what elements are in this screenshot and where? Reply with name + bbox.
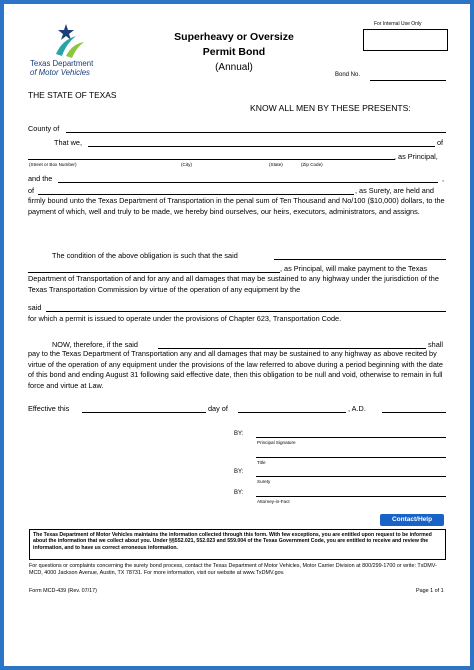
by-label-1: BY:: [234, 431, 244, 437]
form-page: [4, 4, 470, 666]
condition-principal-field-2[interactable]: [28, 272, 280, 273]
that-we-label: That we,: [54, 138, 82, 147]
comma-label: ,: [442, 174, 445, 183]
internal-use-label: For Internal Use Only: [374, 21, 422, 27]
privacy-notice: The Texas Department of Motor Vehicles maintains the information collected through this form. With few exceptions, you are entitled upon request to be informed about the information that we collect about you. Under §§552.021, 552.023 and 559.004 of the Texas Government Code, you are entitled to receive and review the information, and to have us correct erroneous information.: [29, 529, 446, 560]
form-subtitle: (Annual): [215, 62, 253, 73]
condition-body: Department of Transportation of and for any and all damages that may be sustained to any highway under the jurisdiction of the Texas Transportation Commission by virtue of the operation of any equipment by the: [28, 274, 439, 294]
county-field[interactable]: [66, 132, 446, 133]
title-label: Title: [257, 460, 266, 465]
know-all-heading: KNOW ALL MEN BY THESE PRESENTS:: [250, 103, 411, 113]
condition-end: for which a permit is issued to operate under the provisions of Chapter 623, Transportation Code.: [28, 314, 342, 323]
state-heading: THE STATE OF TEXAS: [28, 90, 117, 100]
principal-signature-field[interactable]: [256, 437, 446, 438]
surety-field[interactable]: [256, 476, 446, 477]
effective-label: Effective this: [28, 404, 70, 413]
attorney-in-fact-label: Attorney-in-Fact: [257, 499, 290, 504]
by-label-2: BY:: [234, 469, 244, 475]
ad-label: , A.D.: [348, 404, 366, 413]
effective-day-field[interactable]: [82, 412, 206, 413]
condition-principal-field[interactable]: [274, 259, 446, 260]
effective-year-field[interactable]: [382, 412, 446, 413]
now-therefore-body: pay to the Texas Department of Transportation any and all damages that may be sustained to any highway as above recited by virtue of the operation of any equipment under the provisions of the law referred to above during a period beginning with the date of this bond and ending August 31 following said effective date, then this obligation to be null and void, otherwise to remain in full force and virtue at Law.: [28, 349, 443, 390]
as-principal-label: , as Principal,: [394, 152, 438, 161]
agency-name-line1: Texas Department: [30, 59, 94, 68]
surety-name-field[interactable]: [58, 182, 438, 183]
form-number: Form MCD-439 (Rev. 07/17): [29, 588, 97, 594]
bond-no-label: Bond No.: [335, 72, 361, 78]
of-surety-label: of: [28, 186, 35, 195]
internal-use-box: [363, 29, 448, 51]
effective-month-field[interactable]: [238, 412, 346, 413]
bond-no-field[interactable]: [370, 80, 446, 81]
by-label-3: BY:: [234, 490, 244, 496]
principal-address-field[interactable]: [28, 159, 395, 160]
shall-label: shall: [428, 340, 444, 349]
surety-label: Surety: [257, 479, 271, 484]
form-title-line1: Superheavy or Oversize: [174, 31, 294, 43]
city-label: (City): [181, 162, 192, 167]
agency-name-line2: of Motor Vehicles: [30, 68, 90, 77]
attorney-in-fact-field[interactable]: [256, 496, 446, 497]
said-label: said: [28, 303, 42, 312]
now-therefore-start: NOW, therefore, if the said: [52, 340, 138, 349]
contact-help-button[interactable]: Contact/Help: [380, 514, 444, 526]
txdmv-logo-icon: [52, 22, 92, 62]
footer-questions: For questions or complaints concerning the surety bond process, contact the Texas Department of Motor Vehicles, Motor Carrier Division at 800/299-1700 or write: TxDMV-MCD, 4000 Jackson Avenue, Austin, TX 78731. For more information, visit our website at www.TxDMV.gov.: [29, 563, 437, 577]
page-number: Page 1 of 1: [416, 588, 444, 594]
of-label: of: [437, 138, 444, 147]
county-label: County of: [28, 124, 60, 133]
firmly-bound-paragraph: firmly bound unto the Texas Department of Transportation in the penal sum of Ten Thousand and No/100 ($10,000) dollars, to the payment of which, well and truly to be made, we hereby bind ourselves, our heirs, executors, administrators, and assigns.: [28, 196, 445, 216]
day-of-label: day of: [208, 404, 228, 413]
form-title-line2: Permit Bond: [202, 46, 266, 58]
principal-name-field[interactable]: [88, 146, 435, 147]
surety-held-text: , as Surety, are held and: [355, 186, 434, 195]
condition-start: The condition of the above obligation is such that the said: [52, 251, 238, 260]
said-field[interactable]: [46, 311, 446, 312]
title-field[interactable]: [256, 457, 446, 458]
and-the-label: and the: [28, 174, 53, 183]
state-label: (State): [269, 162, 283, 167]
zip-label: (Zip Code): [301, 162, 323, 167]
street-label: (Street or Box Number): [29, 162, 77, 167]
principal-signature-label: Principal Signature: [257, 440, 296, 445]
surety-address-field[interactable]: [38, 194, 354, 195]
as-principal-payment: , as Principal, will make payment to the Texas: [280, 264, 428, 273]
